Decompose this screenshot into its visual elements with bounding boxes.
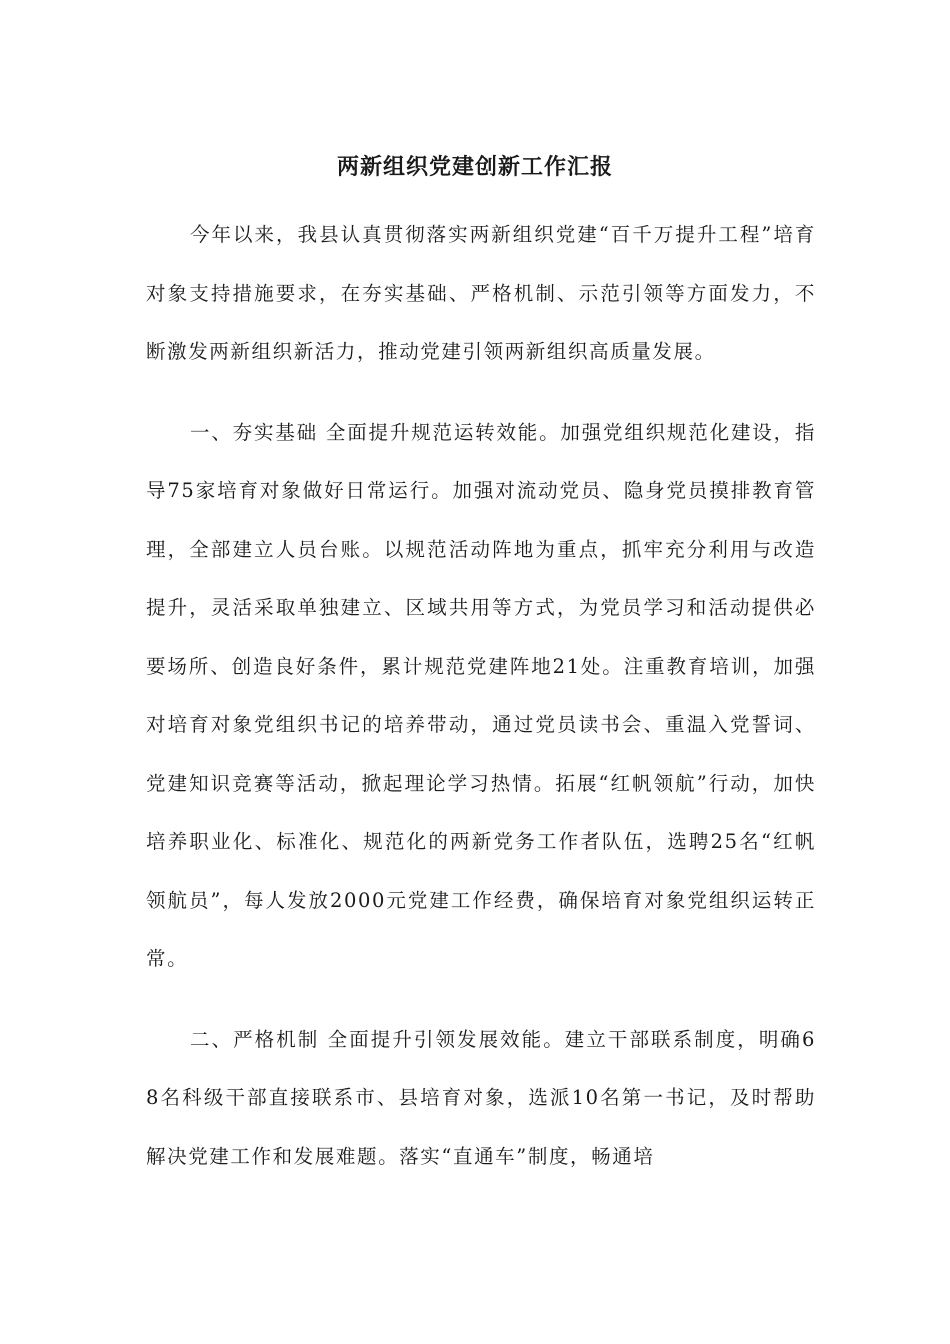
document-title: 两新组织党建创新工作汇报 — [336, 153, 613, 180]
section-one-paragraph: 一、夯实基础 全面提升规范运转效能。加强党组织规范化建设，指导75家培育对象做好日常运行。加强对流动党员、隐身党员摸排教育管理，全部建立人员台账。以规范活动阵地为重点，抓牢充分利用与改造提升，灵活采取单独建立、区域共用等方式，为党员学习和活动提供必要场所、创造良好条件，累计规范党建阵地21处。注重教育培训，加强对培育对象党组织书记的培养带动，通过党员读书会、重温入党誓词、党建知识竞赛等活动，掀起理论学习热情。拓展“红帆领航”行动，加快培养职业化、标准化、规范化的两新党务工作者队伍，选聘25名“红帆领航员”，每人发放2000元党建工作经费，确保培育对象党组织运转正常。 — [146, 420, 816, 970]
section-two-paragraph: 二、严格机制 全面提升引领发展效能。建立干部联系制度，明确68名科级干部直接联系市、县培育对象，选派10名第一书记，及时帮助解决党建工作和发展难题。落实“直通车”制度，畅通培 — [146, 1027, 816, 1168]
document-body — [146, 206, 816, 1208]
intro-paragraph: 今年以来，我县认真贯彻落实两新组织党建“百千万提升工程”培育对象支持措施要求，在夯实基础、严格机制、示范引领等方面发力，不断激发两新组织新活力，推动党建引领两新组织高质量发展。 — [146, 223, 816, 363]
